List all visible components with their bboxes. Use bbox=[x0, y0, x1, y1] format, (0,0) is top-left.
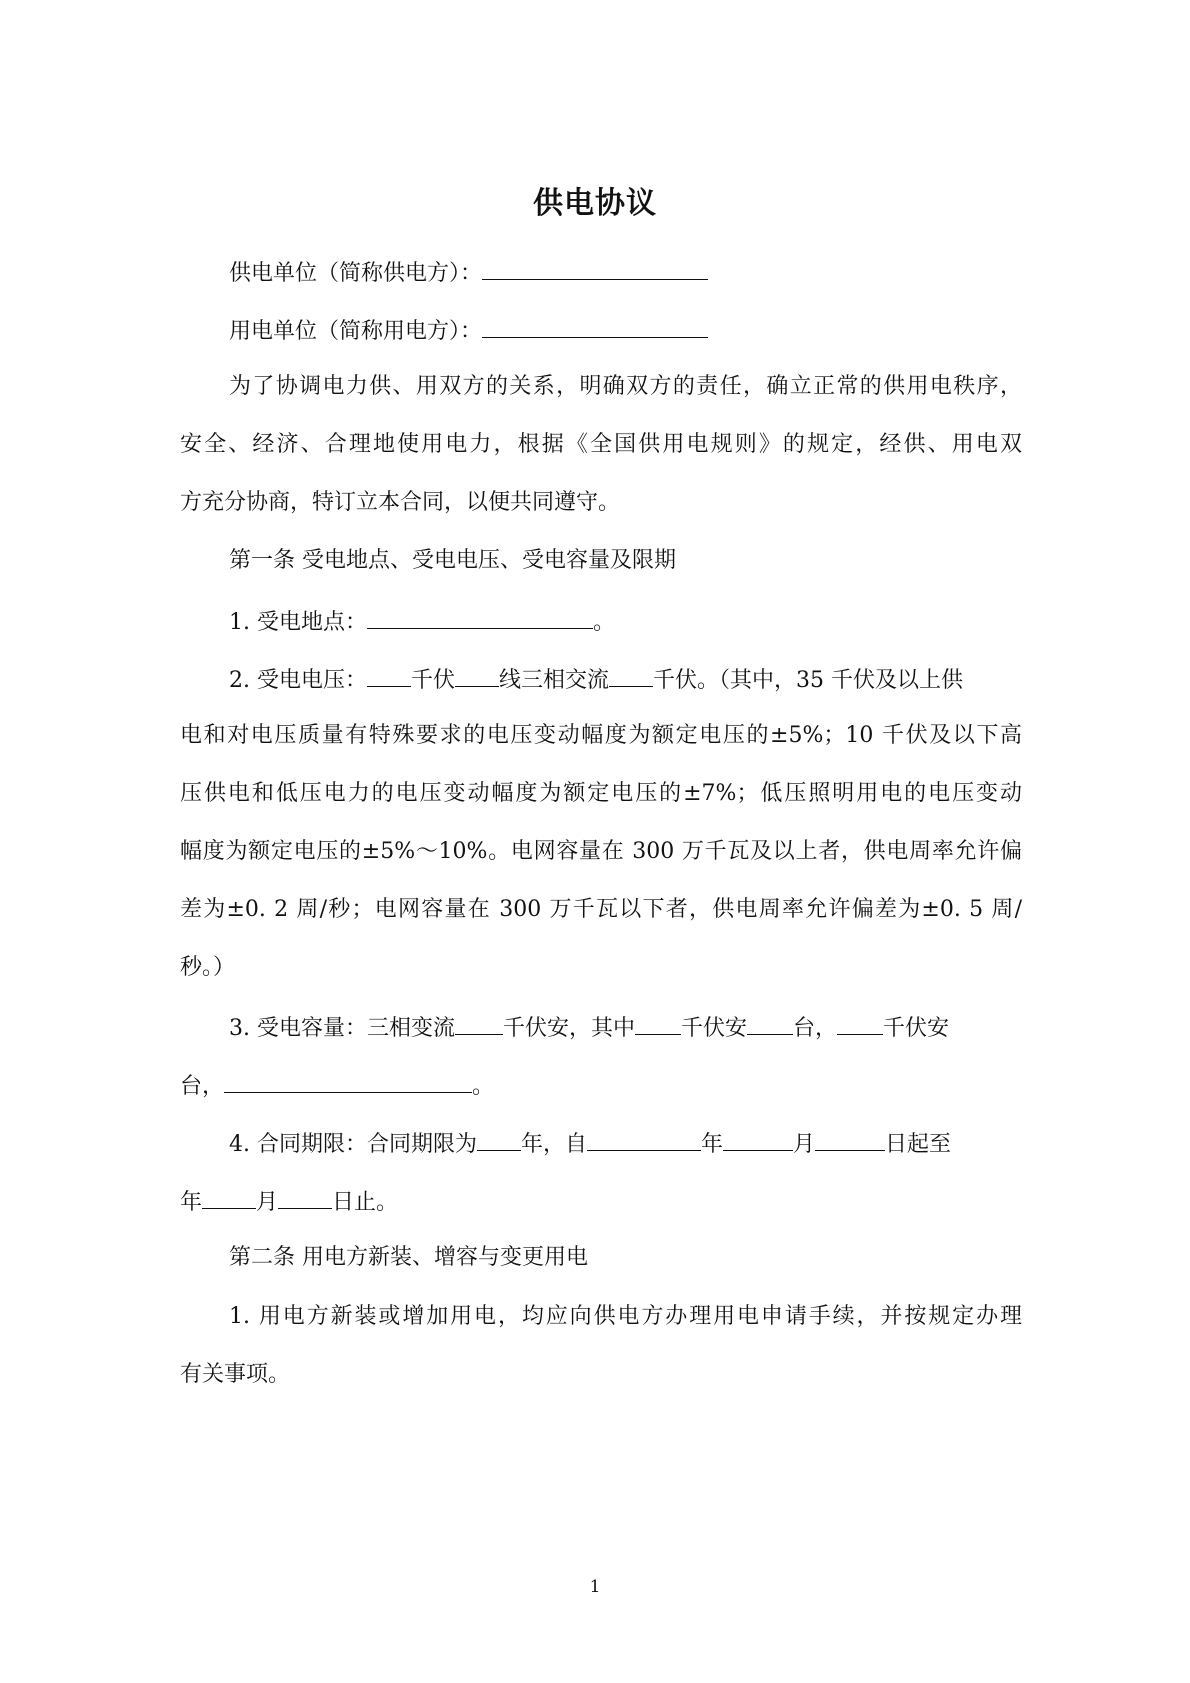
start-month-blank[interactable] bbox=[723, 1122, 793, 1151]
capacity-blank-2[interactable] bbox=[635, 1006, 681, 1035]
article1-item4-line2 bbox=[180, 1180, 1022, 1223]
article1-heading: 第一条 受电地点、受电电压、受电容量及限期 bbox=[229, 548, 676, 573]
location-blank[interactable] bbox=[367, 600, 593, 629]
item3-text-a: 3. 受电容量：三相变流 bbox=[229, 1016, 455, 1041]
item4-text-b: 年，自 bbox=[520, 1132, 587, 1157]
item1-suffix: 。 bbox=[592, 610, 615, 635]
item4-text-e: 日起至 bbox=[885, 1132, 952, 1157]
item1-prefix: 1. 受电地点： bbox=[229, 610, 367, 635]
item4-text-c: 年 bbox=[701, 1132, 724, 1157]
article1-item1 bbox=[229, 600, 1022, 643]
page-number: 1 bbox=[589, 1577, 601, 1597]
document-title: 供电协议 bbox=[533, 186, 657, 221]
article2-heading: 第二条 用电方新装、增容与变更用电 bbox=[229, 1245, 588, 1270]
item4-text-a: 4. 合同期限：合同期限为 bbox=[229, 1132, 477, 1157]
item2-line-5: 差为±0. 2 周/秒；电网容量在 300 万千瓦以下者，供电周率允许偏差为±0. 5 周/ bbox=[180, 897, 1022, 922]
preamble-line-2: 安全、经济、合理地使用电力，根据《全国供用电规则》的规定，经供、用电双 bbox=[180, 432, 1022, 457]
item2-line-3: 压供电和低压电力的电压变动幅度为额定电压的±7%；低压照明用电的电压变动 bbox=[180, 781, 1022, 806]
item2-line-4: 幅度为额定电压的±5%～10%。电网容量在 300 万千瓦及以上者，供电周率允许偏 bbox=[180, 839, 1022, 864]
article2-item1-line1: 1. 用电方新装或增加用电，均应向供电方办理用电申请手续，并按规定办理 bbox=[229, 1304, 1022, 1329]
capacity-blank-3[interactable] bbox=[747, 1006, 793, 1035]
voltage-blank-2[interactable] bbox=[455, 658, 499, 687]
article1-item2-line1 bbox=[229, 658, 1022, 701]
start-year-blank[interactable] bbox=[587, 1122, 701, 1151]
term-years-blank[interactable] bbox=[477, 1122, 521, 1151]
consumer-line bbox=[229, 309, 1022, 352]
preamble-line-1: 为了协调电力供、用双方的关系，明确双方的责任，确立正常的供用电秩序， bbox=[229, 374, 1022, 399]
item4-line2-b: 月 bbox=[256, 1190, 279, 1215]
article1-item4-line1 bbox=[229, 1122, 1022, 1165]
voltage-blank-1[interactable] bbox=[367, 658, 411, 687]
item2-text-b: 千伏 bbox=[410, 668, 455, 693]
capacity-blank-5[interactable] bbox=[224, 1064, 472, 1093]
end-month-blank[interactable] bbox=[278, 1180, 332, 1209]
item4-line2-c: 日止。 bbox=[332, 1190, 399, 1215]
capacity-blank-1[interactable] bbox=[455, 1006, 503, 1035]
start-day-blank[interactable] bbox=[815, 1122, 885, 1151]
item2-text-c: 线三相交流 bbox=[499, 668, 610, 693]
article2-item1-line2: 有关事项。 bbox=[180, 1362, 291, 1387]
item4-text-d: 月 bbox=[793, 1132, 816, 1157]
supplier-line bbox=[229, 251, 1022, 294]
end-year-blank[interactable] bbox=[202, 1180, 256, 1209]
item3-text-e: 千伏安 bbox=[883, 1016, 950, 1041]
item2-text-d: 千伏。（其中，35 千伏及以上供 bbox=[653, 668, 964, 693]
consumer-blank[interactable] bbox=[482, 309, 708, 338]
item2-line-2: 电和对电压质量有特殊要求的电压变动幅度为额定电压的±5%；10 千伏及以下高 bbox=[180, 723, 1022, 748]
item3-text-d: 台， bbox=[793, 1016, 838, 1041]
voltage-blank-3[interactable] bbox=[609, 658, 653, 687]
item2-text-a: 2. 受电电压： bbox=[229, 668, 367, 693]
supplier-blank[interactable] bbox=[482, 251, 708, 280]
supplier-label: 供电单位（简称供电方）： bbox=[229, 261, 483, 286]
article1-item3-line2 bbox=[180, 1064, 1022, 1107]
item2-line-6: 秒。） bbox=[180, 955, 236, 980]
consumer-label: 用电单位（简称用电方）： bbox=[229, 319, 483, 344]
item3-line2-suffix: 。 bbox=[472, 1074, 495, 1099]
item3-text-b: 千伏安，其中 bbox=[502, 1016, 635, 1041]
item4-line2-a: 年 bbox=[180, 1190, 203, 1215]
item3-text-c: 千伏安 bbox=[681, 1016, 748, 1041]
preamble-line-3: 方充分协商，特订立本合同，以便共同遵守。 bbox=[180, 490, 621, 515]
item3-line2-prefix: 台， bbox=[180, 1074, 225, 1099]
article1-item3-line1 bbox=[229, 1006, 1022, 1049]
capacity-blank-4[interactable] bbox=[837, 1006, 883, 1035]
